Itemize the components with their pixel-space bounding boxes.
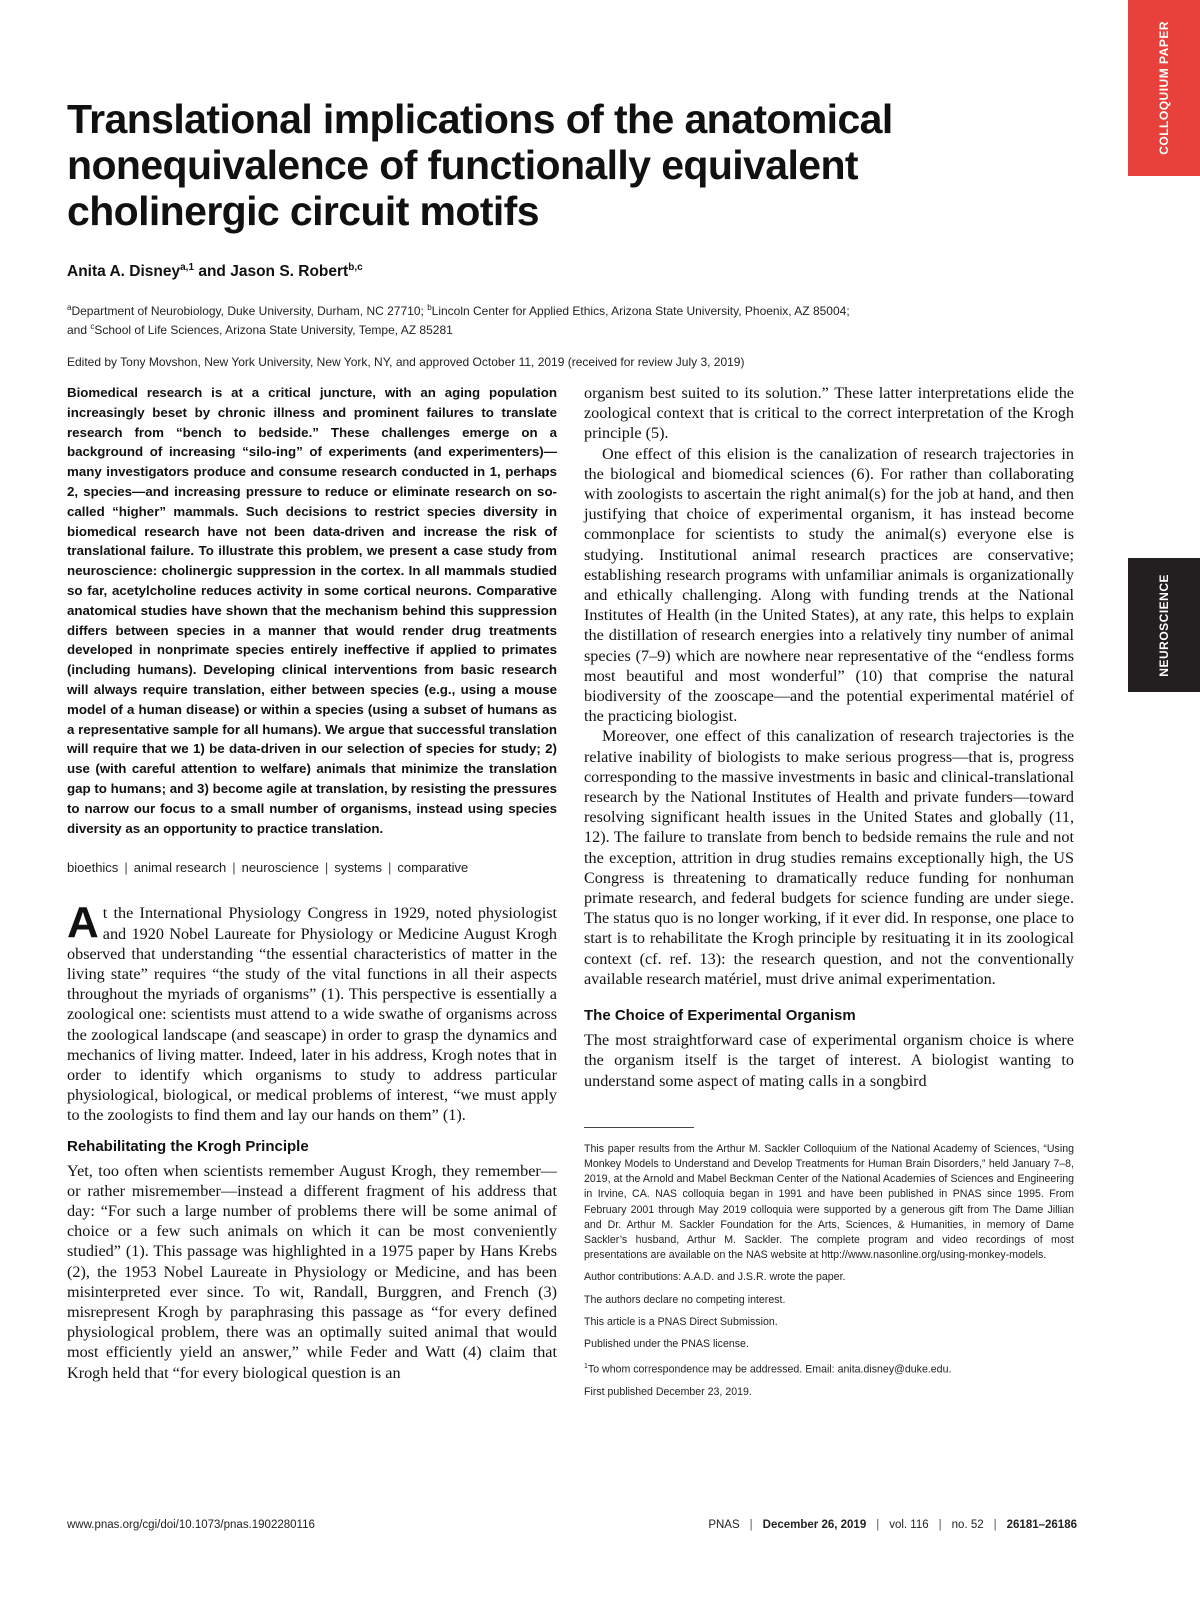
affiliation-marker: c (90, 322, 95, 331)
citation-info (708, 1519, 1077, 1531)
affiliation: Department of Neurobiology, Duke University, Durham, NC 27710; (71, 304, 424, 318)
section-tab-label: NEUROSCIENCE (1156, 573, 1171, 677)
affiliation: School of Life Sciences, Arizona State University, Tempe, AZ 85281 (94, 323, 453, 337)
author-affiliation-marker: a,1 (180, 262, 195, 273)
footnote-marker: 1 (584, 1363, 588, 1371)
footer-separator: | (876, 1519, 880, 1531)
body-paragraph: Yet, too often when scientists remember August Krogh, they remember—or rather misremember—instead a different fragment of his address that day: “For such a large number of problems there will be some animal of choice or a few such animals on which it can be most conveniently studied” (1). This passage was highlighted in a 1975 paper by Hans Krebs (2), the 1953 Nobel Laureate in Physiology or Medicine, and has been misinterpreted ever since. To wit, Randall, Burggren, and French (3) misrepresent Krogh by paraphrasing this passage as “for every defined physiological problem, there was an optimally suited animal that would most efficiently yield an answer,” while Feder and Watt (4) claim that Krogh held that “for every biological question is an (67, 1161, 557, 1382)
right-column (584, 383, 1074, 1407)
affiliation-connector: and (67, 323, 88, 337)
journal-name: PNAS (708, 1519, 740, 1531)
footnote-divider (584, 1127, 694, 1128)
author-connector: and (198, 263, 226, 281)
keyword-separator: | (232, 860, 236, 876)
issue-number: no. 52 (951, 1519, 984, 1531)
author-name: Anita A. Disney (67, 263, 181, 281)
drop-cap: A (67, 898, 99, 948)
body-paragraph: One effect of this elision is the canalization of research trajectories in the biological and biomedical sciences (6). For rather than collaborating with zoologists to ascertain the right animal(s) for the job at hand, and then justifying that choice of experimental organism, it has instead become commonplace for scientists to study the animal(s) everyone else is studying. Institutional animal research practices are conservative; establishing research programs with unfamiliar animals is organizationally and ethically challenging. Along with funding trends at the National Institutes of Health (in the United States), at any rate, this helps to explain the distillation of research energies into a relatively tiny number of animal species (7–9) which are nowhere near representative of the “endless forms most beautiful and most wonderful” (10) that comprise the natural biodiversity of the zooscape—and the potential experimental matériel of the practicing biologist. (584, 444, 1074, 726)
keyword-separator: | (324, 860, 329, 876)
article-title: Translational implications of the anatomical nonequivalence of functionally equivalent cholinergic circuit motifs (67, 96, 893, 234)
footnote-contributions: Author contributions: A.A.D. and J.S.R. wrote the paper. (584, 1271, 846, 1284)
keyword[interactable]: animal research (133, 860, 227, 876)
intro-paragraph (67, 898, 557, 1125)
footnote-direct-submission: This article is a PNAS Direct Submission. (584, 1315, 778, 1328)
affiliation: Lincoln Center for Applied Ethics, Arizona State University, Phoenix, AZ 85004; (431, 304, 850, 318)
author-affiliation-marker: b,c (348, 262, 363, 273)
footer-separator: | (938, 1519, 942, 1531)
affiliations (67, 300, 1077, 338)
footer-separator: | (749, 1519, 753, 1531)
footnote-published: First published December 23, 2019. (584, 1385, 752, 1398)
keyword[interactable]: bioethics (67, 860, 119, 876)
edited-by-line: Edited by Tony Movshon, New York University, New York, NY, and approved October 11, 2019 (received for review July 3, 2019) (67, 355, 745, 369)
body-paragraph: Moreover, one effect of this canalization of research trajectories is the relative inability of biologists to make serious progress—that is, progress corresponding to the massive investments in basic and clinical-translational research by the National Institutes of Health and private funders—toward resolving significant health issues in the United States and globally (11, 12). The failure to translate from bench to bedside remains the rule and not the exception, attrition in drug studies remains exceptionally high, the US Congress is threatening to dramatically reduce funding for nonhuman primate research, and federal budgets for science funding are under siege. The status quo is no longer working, if it ever did. In response, one place to start is to rehabilitate the Krogh principle by resituating it in its zoological context (cf. ref. 13): the research question, and not the conventionally available research matériel, must drive animal experimentation. (584, 727, 1074, 988)
section-heading: Rehabilitating the Krogh Principle (67, 1137, 309, 1155)
footnote-license: Published under the PNAS license. (584, 1337, 749, 1350)
section-heading: The Choice of Experimental Organism (584, 1007, 856, 1025)
left-column (67, 383, 557, 1383)
affiliation-marker: a (67, 303, 72, 312)
body-paragraph: The most straightforward case of experimental organism choice is where the organism itself is the target of interest. A biologist wanting to understand some aspect of mating calls in a songbird (584, 1031, 1074, 1090)
affiliation-marker: b (427, 303, 432, 312)
keywords (67, 860, 557, 875)
keyword[interactable]: comparative (397, 860, 469, 876)
footnote-colloquium: This paper results from the Arthur M. Sackler Colloquium of the National Academy of Sciences, “Using Monkey Models to Understand and Develop Treatments for Human Brain Disorders,” held January 7–8, 2019, at the Arnold and Mabel Beckman Center of the National Academies of Sciences and Engineering in Irvine, CA. NAS colloquia began in 1991 and have been published in PNAS since 1995. From February 2001 through May 2019 colloquia were supported by a generous gift from The Dame Jillian and Dr. Arthur M. Sackler Foundation for the Arts, Sciences, & Humanities, in memory of Dame Sackler’s husband, Arthur M. Sackler. The complete program and video recordings of most presentations are available on the NAS website at http://www.nasonline.org/using-monkey-models. (584, 1142, 1074, 1262)
abstract: Biomedical research is at a critical juncture, with an aging population increasingly beset by chronic illness and prominent failures to translate research from “bench to bedside.” These challenges emerge on a background of increasing “silo-ing” of experiments (and experimenters)—many investigators produce and consume research conducted in 1, perhaps 2, species—and increasing pressure to reduce or eliminate research on so-called “higher” mammals. Such decisions to restrict species diversity in biomedical research have not been data-driven and increase the risk of translational failure. To illustrate this problem, we present a case study from neuroscience: cholinergic suppression in the cortex. In all mammals studied so far, acetylcholine reduces activity in some cortical neurons. Comparative anatomical studies have shown that the mechanism behind this suppression differs between species in a manner that would render drug treatments developed in nonprimate species entirely ineffective if applied to primates (including humans). Developing clinical interventions from basic research will always require translation, either between species (e.g., using a mouse model of a human disease) or within a species (using a subset of humans as a representative sample for all humans). We argue that successful translation will require that we 1) be data-driven in our selection of species for study; 2) use (with careful attention to welfare) animals that minimize the translation gap to humans; and 3) become agile at translation, by resisting the pressures to narrow our focus to a small number of organisms, instead using species diversity as an opportunity to practice translation. (67, 385, 557, 836)
footnote-competing-interest: The authors declare no competing interest. (584, 1293, 786, 1306)
author-name: Jason S. Robert (230, 263, 349, 281)
issue-date: December 26, 2019 (762, 1519, 867, 1531)
doi-link[interactable]: www.pnas.org/cgi/doi/10.1073/pnas.1902280116 (67, 1519, 315, 1531)
page-range: 26181–26186 (1006, 1519, 1077, 1531)
footnote-correspondence (584, 1359, 1074, 1378)
keyword-separator: | (387, 860, 392, 876)
keyword-separator: | (124, 860, 128, 876)
section-tab (1128, 558, 1200, 692)
footer-separator: | (993, 1519, 997, 1531)
keyword[interactable]: systems (334, 860, 382, 876)
colloquium-paper-label: COLLOQUIUM PAPER (1156, 21, 1171, 155)
author-list (67, 262, 363, 281)
volume: vol. 116 (889, 1519, 929, 1531)
colloquium-paper-tab (1128, 0, 1200, 176)
body-paragraph: organism best suited to its solution.” These latter interpretations elide the zoological context that is critical to the correct interpretation of the Krogh principle (5). (584, 384, 1074, 443)
keyword[interactable]: neuroscience (241, 860, 319, 876)
correspondence-text: To whom correspondence may be addressed. Email: anita.disney@duke.edu. (587, 1363, 952, 1376)
intro-text: t the International Physiology Congress in 1929, noted physiologist and 1920 Nobel Laureate for Physiology or Medicine August Krogh observed that understanding “the essential characteristics of matter in the living state” requires “the study of the vital functions in all their aspects throughout the myriads of organisms” (1). This perspective is essentially a zoological one: scientists must attend to a wide swathe of organisms across the zoological landscape (and seascape) in order to grasp the dynamics and mechanics of living matter. Indeed, later in his address, Krogh notes that in order to identify which organisms to study to address particular physiological, biological, or medical problems of interest, “we must apply to the zoologists to find them and lay our hands on them” (1). (67, 904, 557, 1125)
